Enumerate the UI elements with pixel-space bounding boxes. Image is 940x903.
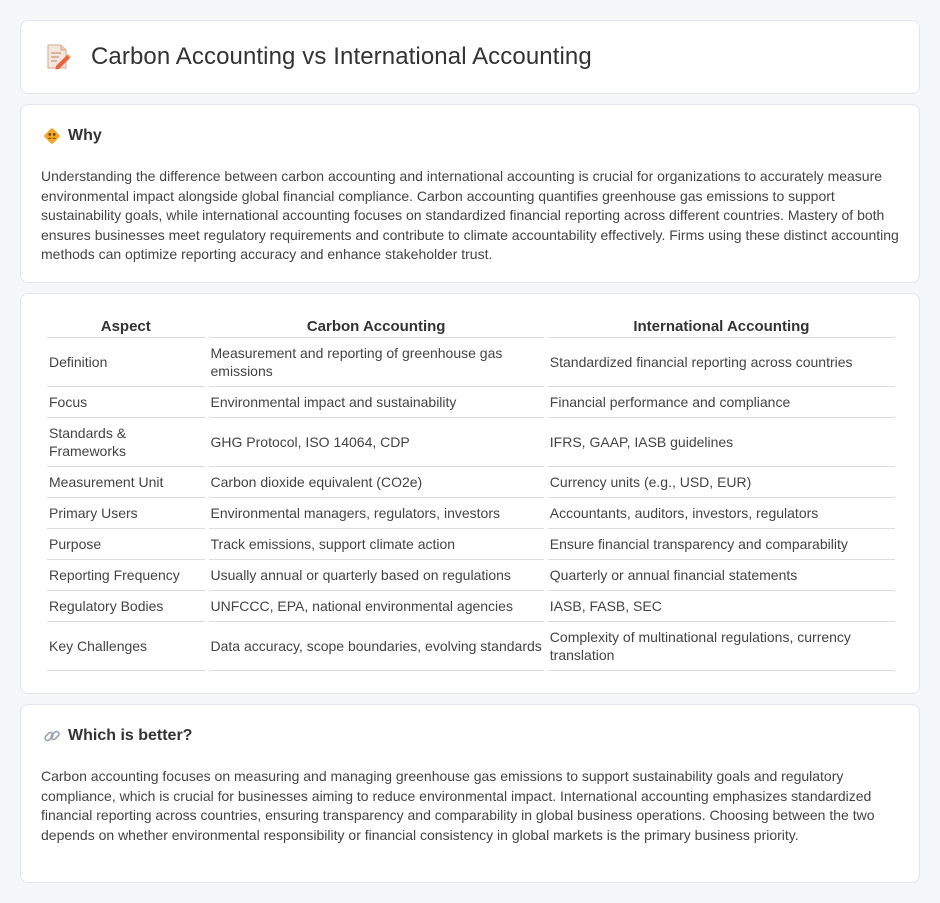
page-title: Carbon Accounting vs International Accounting (91, 43, 592, 70)
carbon-cell: Measurement and reporting of greenhouse gas emissions (209, 338, 544, 387)
carbon-cell: GHG Protocol, ISO 14064, CDP (209, 418, 544, 467)
international-cell: Currency units (e.g., USD, EUR) (548, 467, 895, 498)
diamond-people-icon (43, 127, 61, 145)
why-section (20, 104, 920, 283)
table-row (47, 338, 895, 387)
document-pencil-icon (45, 43, 71, 71)
international-cell: Quarterly or annual financial statements (548, 560, 895, 591)
table-row (47, 591, 895, 622)
table-row (47, 387, 895, 418)
comparison-section (20, 293, 920, 694)
which-is-better-section (20, 704, 920, 883)
page-header (45, 43, 592, 71)
carbon-cell: Track emissions, support climate action (209, 529, 544, 560)
column-header-aspect: Aspect (47, 317, 205, 338)
table-header-row (47, 317, 895, 338)
table-row (47, 498, 895, 529)
table-row (47, 529, 895, 560)
aspect-cell: Primary Users (47, 498, 205, 529)
carbon-cell: Environmental managers, regulators, investors (209, 498, 544, 529)
international-cell: IFRS, GAAP, IASB guidelines (548, 418, 895, 467)
aspect-cell: Definition (47, 338, 205, 387)
aspect-cell: Purpose (47, 529, 205, 560)
international-cell: Complexity of multinational regulations, currency translation (548, 622, 895, 671)
why-header (43, 127, 102, 145)
better-title: Which is better? (68, 727, 193, 744)
aspect-cell: Regulatory Bodies (47, 591, 205, 622)
carbon-cell: Usually annual or quarterly based on regulations (209, 560, 544, 591)
table-row (47, 467, 895, 498)
carbon-cell: Data accuracy, scope boundaries, evolving standards (209, 622, 544, 671)
aspect-cell: Measurement Unit (47, 467, 205, 498)
comparison-table (43, 317, 899, 671)
table-row (47, 560, 895, 591)
carbon-cell: Carbon dioxide equivalent (CO2e) (209, 467, 544, 498)
aspect-cell: Standards & Frameworks (47, 418, 205, 467)
header-card (20, 20, 920, 94)
aspect-cell: Focus (47, 387, 205, 418)
why-body: Understanding the difference between carbon accounting and international accounting is crucial for organizations to accurately measure environmental impact alongside global financial compliance. Carbon accounting quantifies greenhouse gas emissions to support sustainability goals, while international accounting focuses on standardized financial reporting across different countries. Mastery of both ensures businesses meet regulatory requirements and contribute to climate accountability effectively. Firms using these distinct accounting methods can optimize reporting accuracy and enhance stakeholder trust. (41, 168, 899, 262)
why-title: Why (68, 127, 102, 144)
aspect-cell: Key Challenges (47, 622, 205, 671)
better-header (43, 727, 192, 745)
column-header-international-accounting: International Accounting (548, 317, 895, 338)
better-body: Carbon accounting focuses on measuring and managing greenhouse gas emissions to support sustainability goals and regulatory compliance, which is crucial for businesses aiming to reduce environmental impact. International accounting emphasizes standardized financial reporting across countries, ensuring transparency and comparability in global business operations. Choosing between the two depends on whether environmental responsibility or financial consistency in global markets is the primary business priority. (41, 768, 875, 843)
carbon-cell: Environmental impact and sustainability (209, 387, 544, 418)
international-cell: Accountants, auditors, investors, regulators (548, 498, 895, 529)
carbon-cell: UNFCCC, EPA, national environmental agencies (209, 591, 544, 622)
international-cell: Financial performance and compliance (548, 387, 895, 418)
table-row (47, 622, 895, 671)
table-row (47, 418, 895, 467)
column-header-carbon-accounting: Carbon Accounting (209, 317, 544, 338)
aspect-cell: Reporting Frequency (47, 560, 205, 591)
international-cell: IASB, FASB, SEC (548, 591, 895, 622)
link-icon (43, 727, 61, 745)
international-cell: Ensure financial transparency and comparability (548, 529, 895, 560)
international-cell: Standardized financial reporting across countries (548, 338, 895, 387)
